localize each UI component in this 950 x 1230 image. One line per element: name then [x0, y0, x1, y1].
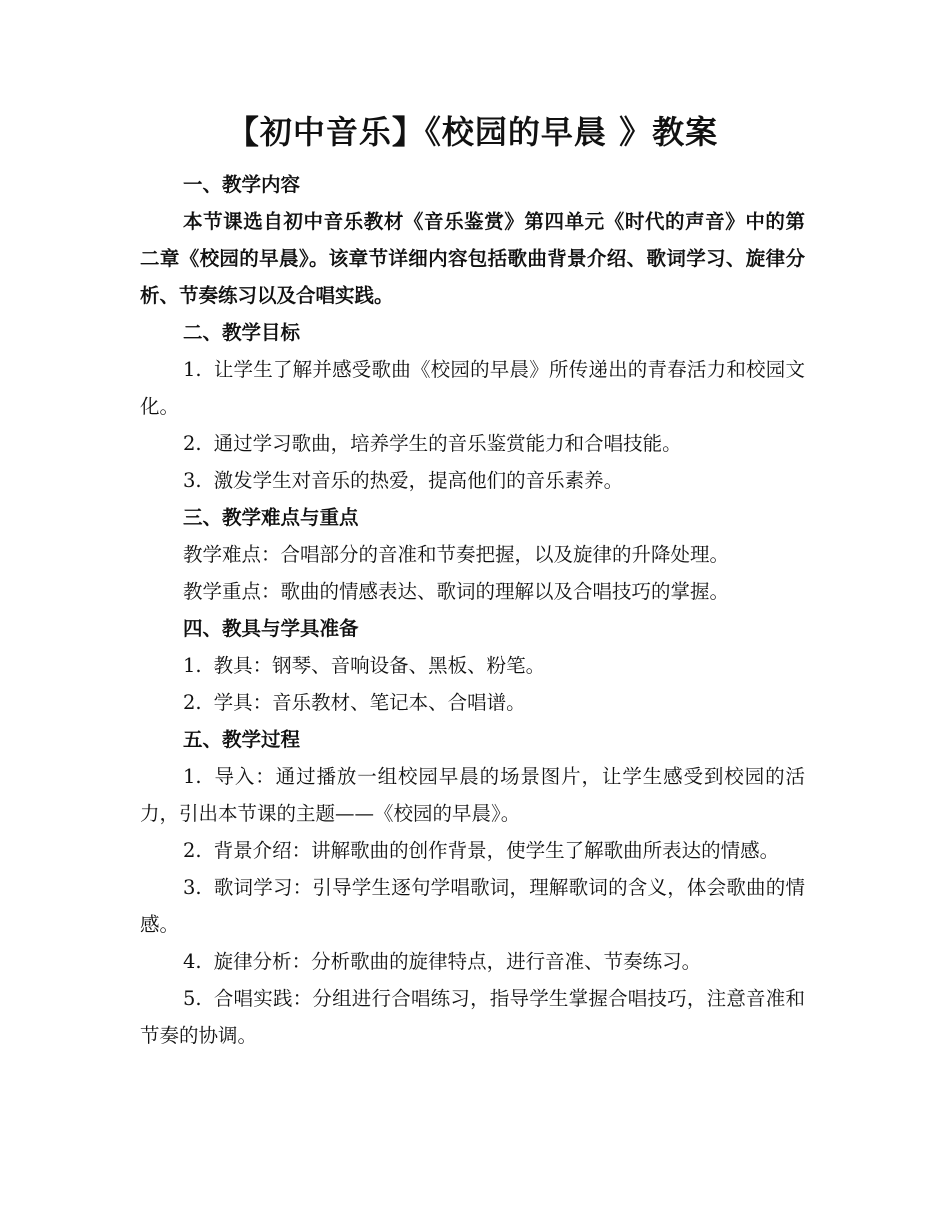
content-paragraph: 本节课选自初中音乐教材《音乐鉴赏》第四单元《时代的声音》中的第二章《校园的早晨》。该章节详细内容包括歌曲背景介绍、歌词学习、旋律分析、节奏练习以及合唱实践。	[140, 210, 805, 307]
process-item	[140, 869, 805, 943]
process-item	[140, 832, 805, 869]
item-text: 激发学生对音乐的热爱，提高他们的音乐素养。	[213, 469, 624, 492]
item-text: 合唱实践：分组进行合唱练习，指导学生掌握合唱技巧，注意音准和节奏的协调。	[140, 987, 805, 1047]
item-number: 1.	[183, 765, 202, 788]
key-point: 教学重点：歌曲的情感表达、歌词的理解以及合唱技巧的掌握。	[183, 580, 730, 603]
tool-item	[140, 684, 805, 721]
difficult-point: 教学难点：合唱部分的音准和节奏把握，以及旋律的升降处理。	[183, 543, 730, 566]
section-heading-difficulty: 三、教学难点与重点	[183, 506, 359, 529]
item-number: 2.	[183, 691, 202, 714]
process-item	[140, 980, 805, 1054]
item-number: 3.	[183, 469, 202, 492]
item-number: 3.	[183, 876, 202, 899]
item-number: 1.	[183, 358, 202, 381]
item-text: 学具：音乐教材、笔记本、合唱谱。	[213, 691, 526, 714]
document-title: 【初中音乐】《校园的早晨 》教案	[226, 113, 719, 151]
document-page	[140, 108, 805, 1054]
item-number: 2.	[183, 839, 202, 862]
goal-item	[140, 462, 805, 499]
item-text: 歌词学习：引导学生逐句学唱歌词，理解歌词的含义，体会歌曲的情感。	[140, 876, 805, 936]
item-number: 1.	[183, 654, 202, 677]
tool-item	[140, 647, 805, 684]
section-heading-process: 五、教学过程	[183, 728, 301, 751]
item-text: 旋律分析：分析歌曲的旋律特点，进行音准、节奏练习。	[213, 950, 702, 973]
item-number: 5.	[183, 987, 202, 1010]
item-text: 背景介绍：讲解歌曲的创作背景，使学生了解歌曲所表达的情感。	[213, 839, 780, 862]
item-text: 让学生了解并感受歌曲《校园的早晨》所传递出的青春活力和校园文化。	[140, 358, 805, 418]
section-heading-tools: 四、教具与学具准备	[183, 617, 359, 640]
item-text: 导入：通过播放一组校园早晨的场景图片，让学生感受到校园的活力，引出本节课的主题——《校园的早晨》。	[140, 765, 805, 825]
process-item	[140, 943, 805, 980]
item-number: 2.	[183, 432, 202, 455]
process-item	[140, 758, 805, 832]
section-heading-content: 一、教学内容	[183, 173, 301, 196]
item-number: 4.	[183, 950, 202, 973]
item-text: 教具：钢琴、音响设备、黑板、粉笔。	[213, 654, 546, 677]
section-heading-goals: 二、教学目标	[183, 321, 301, 344]
goal-item	[140, 351, 805, 425]
item-text: 通过学习歌曲，培养学生的音乐鉴赏能力和合唱技能。	[213, 432, 682, 455]
goal-item	[140, 425, 805, 462]
